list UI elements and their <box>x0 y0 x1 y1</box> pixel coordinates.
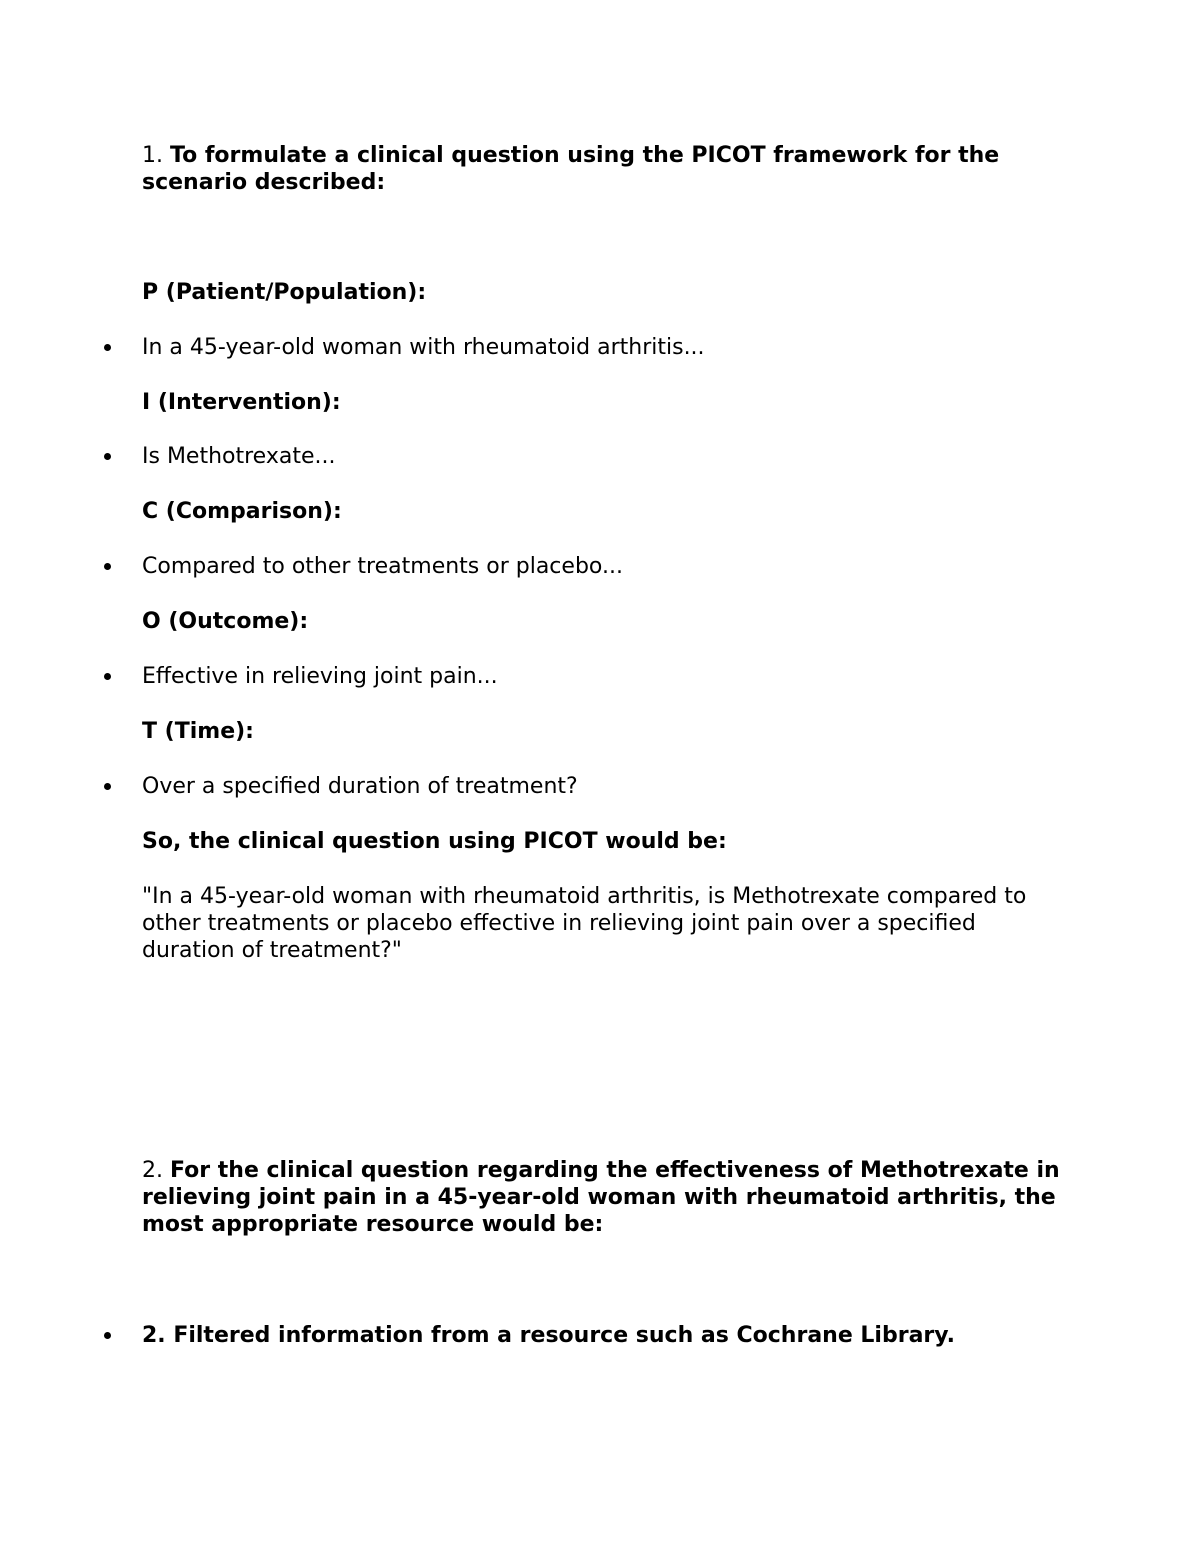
question-1-text: To formulate a clinical question using the PICOT framework for the scenario described: <box>142 143 1000 195</box>
bullet-icon <box>104 443 111 470</box>
question-2-text: For the clinical question regarding the effectiveness of Methotrexate in relieving joint pain in a 45-year-old woman with rheumatoid arthritis, the most appropriate resource would be: <box>142 1158 1060 1237</box>
bullet-icon <box>104 663 111 690</box>
summary-label: So, the clinical question using PICOT would be: <box>142 829 727 854</box>
picot-i-label: I (Intervention): <box>142 390 341 415</box>
picot-t-label: T (Time): <box>142 719 254 744</box>
question-2-number: 2. <box>142 1158 163 1183</box>
picot-c-text: Compared to other treatments or placebo... <box>142 554 623 579</box>
question-2-answer: 2. Filtered information from a resource such as Cochrane Library. <box>142 1323 955 1348</box>
question-2-heading <box>142 1157 1072 1238</box>
picot-o-text: Effective in relieving joint pain... <box>142 664 498 689</box>
picot-p-text: In a 45-year-old woman with rheumatoid arthritis... <box>142 335 705 360</box>
bullet-icon <box>104 773 111 800</box>
bullet-icon <box>104 1322 111 1349</box>
picot-t-text: Over a specified duration of treatment? <box>142 774 578 799</box>
question-1-number: 1. <box>142 143 163 168</box>
picot-i-text: Is Methotrexate... <box>142 444 336 469</box>
picot-o-label: O (Outcome): <box>142 609 309 634</box>
summary-question: "In a 45-year-old woman with rheumatoid arthritis, is Methotrexate compared to other treatments or placebo effective in relieving joint pain over a specified duration of treatment?" <box>142 884 1027 963</box>
picot-c-label: C (Comparison): <box>142 499 342 524</box>
bullet-icon <box>104 553 111 580</box>
picot-p-label: P (Patient/Population): <box>142 280 427 305</box>
question-1-heading <box>142 142 1072 196</box>
bullet-icon <box>104 334 111 361</box>
